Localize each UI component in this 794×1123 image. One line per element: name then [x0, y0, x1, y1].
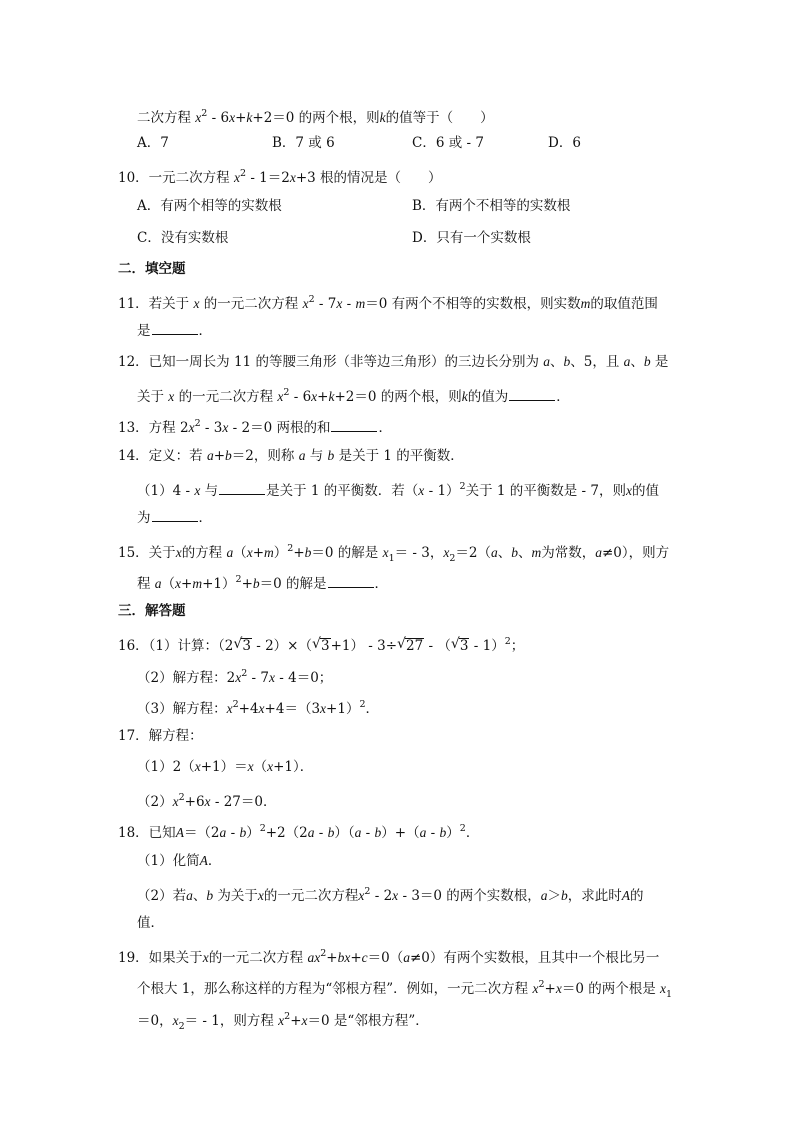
q19-stem-line3: ＝0，$x_2= - 1$，则方程 $x^2+x=0$ 是“邻根方程”．	[137, 1011, 429, 1032]
sqrt-27: √ 27	[397, 636, 424, 654]
q9-stem-continued: 二次方程 $x^2 - 6x+k+2=0$ 的两个根，则k的值等于（ ）	[137, 108, 494, 126]
q14-answer-blank-1	[219, 481, 265, 495]
q9-option-b: B．7 或 6	[272, 135, 335, 151]
q10-option-d: D．只有一个实数根	[412, 230, 531, 246]
q15-stem-line2: 程 $a(x+m+1)^2+b=0$ 的解是 ．	[137, 574, 389, 592]
q12-answer-blank	[509, 387, 555, 401]
q17-part2: $(2)x^2+6x - 27=0$．	[137, 792, 277, 810]
q18-part2: （2）若a、b 为关于x的一元二次方程$x^2 - 2x - 3=0$ 的两个实数根，a＞b，求此时A的	[137, 886, 644, 904]
q9-option-c: C．6 或 - 7	[412, 135, 484, 151]
q11-stem: 11．若关于 x 的一元二次方程 $x^2 - 7x - m=0$ 有两个不相等的实数根，则实数m的取值范围	[118, 294, 658, 312]
sqrt-3-b: √ 3	[312, 636, 330, 654]
q14-answer-blank-2	[152, 508, 198, 522]
q14-definition: 14．定义：若 a+b＝2，则称 a 与 b 是关于 1 的平衡数．	[118, 448, 464, 464]
section-fill-in-blank-heading: 二．填空题	[118, 261, 186, 277]
q12-stem-line2: 关于 x 的一元二次方程 $x^2 - 6x+k+2=0$ 的两个根，则k的值为 ．	[137, 387, 570, 405]
q16-part1: 16．（1）计算：（2 √ 3 - 2）×（ √ 3+1） - 3÷ √ 27 - （ √ 3 - 1）$^2$；	[118, 636, 525, 654]
q17-part1: （1）2（x+1）＝x（x+1）．	[137, 759, 314, 775]
q13-answer-blank	[331, 418, 377, 432]
section-solutions-heading: 三．解答题	[118, 603, 186, 619]
q11-stem-line2: 是 ．	[137, 323, 212, 339]
q18-part1: （1）化简A．	[137, 853, 222, 869]
q9-option-a: A．7	[137, 135, 169, 151]
q15-answer-blank	[328, 574, 374, 588]
q17-stem: 17．解方程：	[118, 728, 203, 744]
q11-answer-blank	[152, 321, 198, 335]
q19-stem: 19．如果关于x的一元二次方程 $ax^2+bx+c=0(a\ne 0)$有两个实数根，且其中一个根比另一	[118, 948, 660, 966]
q12-stem: 12．已知一周长为 11 的等腰三角形（非等边三角形）的三边长分别为 a、b、5，且 a、b 是	[118, 354, 669, 370]
q16-part3: （3）解方程：$x^2+4x+4=(3x+1)^2$．	[137, 699, 379, 717]
q15-stem: 15．关于x的方程 $a(x+m)^2+b=0$ 的解是 $x_1= - 3$，$x_2=2(a$、b、m为常数，a≠0），则方	[118, 543, 670, 564]
q16-part2: （2）解方程：$2x^2 - 7x - 4=0$；	[137, 668, 333, 686]
q10-option-a: A．有两个相等的实数根	[137, 198, 282, 214]
q10-option-b: B．有两个不相等的实数根	[412, 198, 571, 214]
q18-stem: 18．已知A＝（2a - b）$^2$+2（2a - b）（a - b）+（a - b）$^2$．	[118, 823, 480, 841]
q18-part2-line2: 值．	[137, 915, 164, 931]
q19-stem-line2: 个根大 1，那么称这样的方程为“邻根方程”．例如，一元二次方程 $x^2+x=0$ 的两个根是 $x_1$	[137, 979, 673, 1000]
q14-part1: （1）4 - x 与 是关于 1 的平衡数．若（x - 1）$^2$关于 1 的平衡数是 - 7，则x的值	[137, 481, 659, 499]
q10-stem: 10．一元二次方程 $x^2 - 1=2x+3$ 根的情况是（ ）	[118, 168, 442, 186]
q14-part1-line2: 为 ．	[137, 510, 212, 526]
q13-stem: 13．方程 $2x^2 - 3x - 2=0$ 两根的和 ．	[118, 418, 392, 436]
q9-option-d: D．6	[548, 135, 581, 151]
sqrt-3-c: √ 3	[450, 636, 469, 654]
q10-option-c: C．没有实数根	[137, 230, 229, 246]
sqrt-3-a: √ 3	[233, 636, 251, 654]
